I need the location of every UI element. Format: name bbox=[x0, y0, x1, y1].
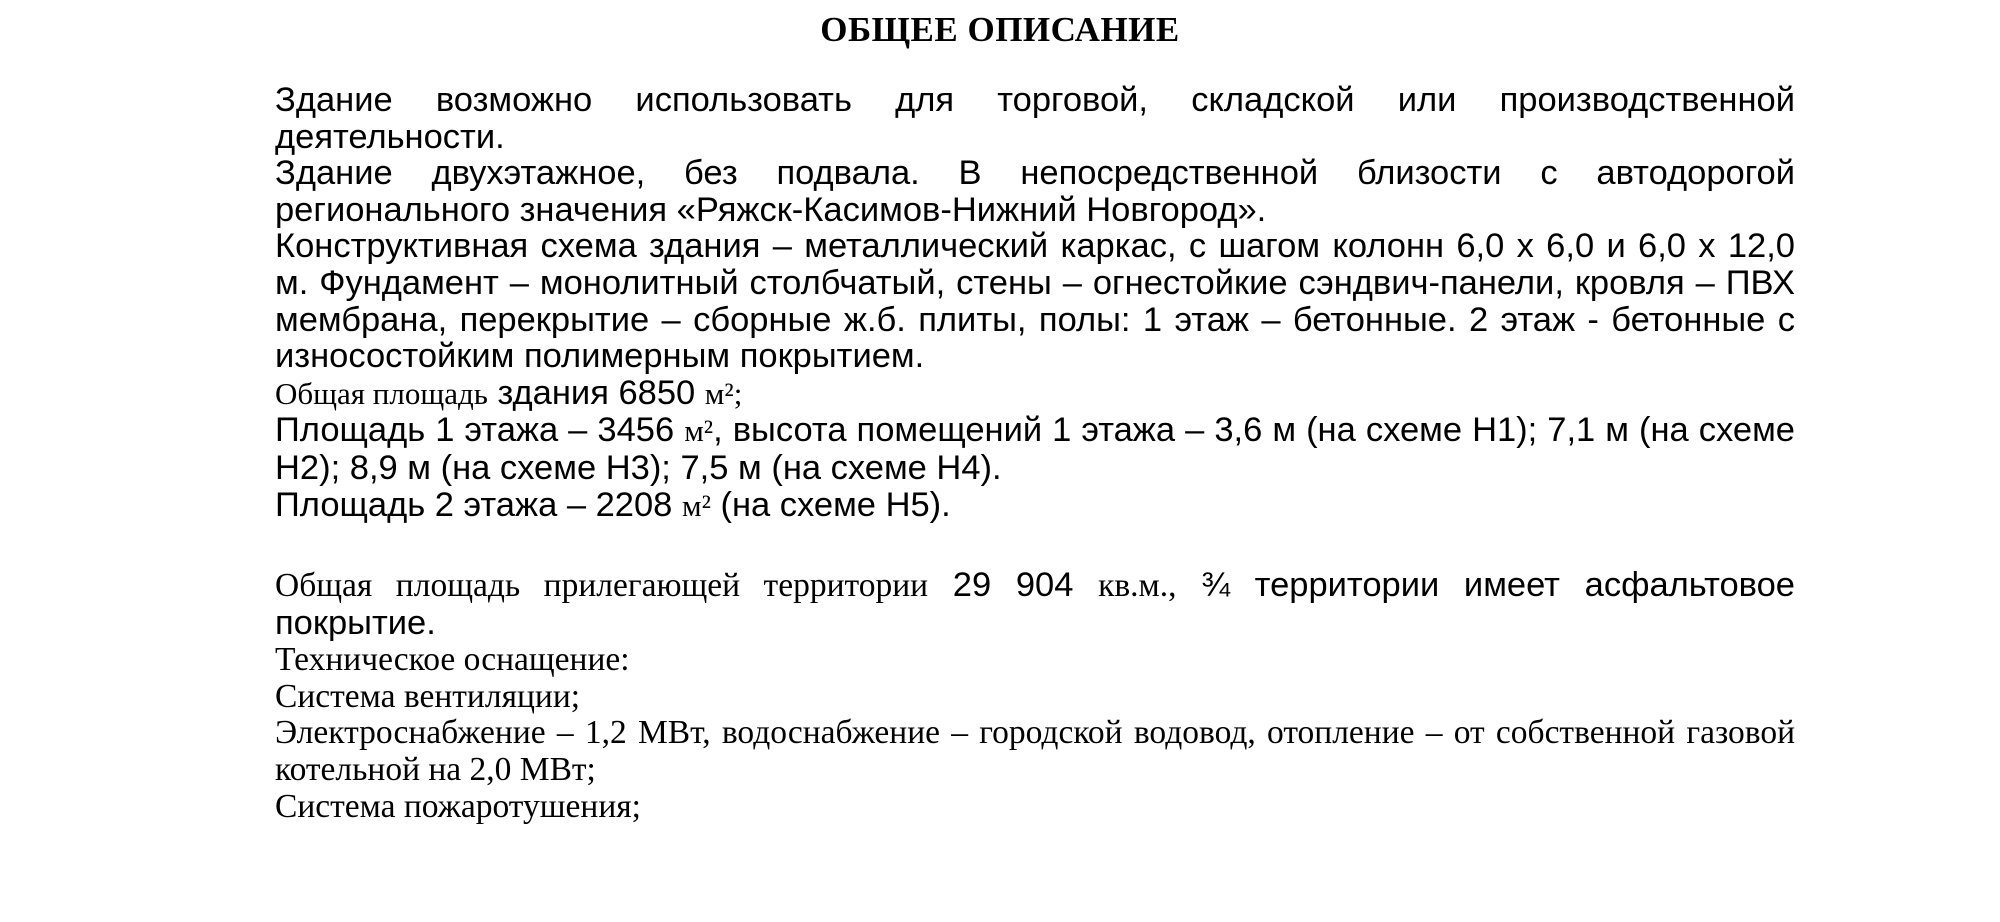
description-section bbox=[275, 82, 1795, 524]
total-area-label: Общая площадь bbox=[275, 375, 488, 411]
territory-value: 29 904 bbox=[928, 566, 1099, 604]
equipment-section bbox=[275, 567, 1795, 825]
ventilation-item: Система вентиляции; bbox=[275, 677, 581, 715]
floor2-note: (на схеме Н5). bbox=[710, 485, 951, 524]
construction-paragraph: Конструктивная схема здания – металлический каркас, с шагом колонн 6,0 х 6,0 и 6,0 х 12,0 м. Фундамент – монолитный столбчатый, стены – огнестойкие сэндвич-панели, кровля – ПВХ мембрана, перекрытие – сборные ж.б. плиты, полы: 1 этаж – бетонные. 2 этаж - бетонные с износостойким полимерным покрытием. bbox=[275, 227, 1795, 376]
territory-unit: кв.м., bbox=[1098, 567, 1177, 604]
floor2-unit: м² bbox=[681, 487, 711, 523]
floor1-unit: м² bbox=[684, 413, 714, 449]
territory-label: Общая площадь прилегающей территории bbox=[275, 567, 929, 604]
fire-item: Система пожаротушения; bbox=[275, 787, 641, 825]
floor1-area: Площадь 1 этажа – 3456 bbox=[275, 411, 685, 450]
building-paragraph: Здание двухэтажное, без подвала. В непосредственной близости с автодорогой регионального значения «Ряжск-Касимов-Нижний Новгород». bbox=[275, 154, 1795, 229]
territory-note: ¾ территории имеет асфальтовое покрытие. bbox=[275, 566, 1795, 642]
floor1-heights: , высота помещений 1 этажа – 3,6 м (на схеме Н1); 7,1 м (на схеме Н2); 8,9 м (на схеме Н3); 7,5 м (на схеме Н4). bbox=[275, 411, 1795, 487]
usage-paragraph: Здание возможно использовать для торговой, складской или производственной деятельности. bbox=[275, 81, 1795, 156]
floor2-paragraph bbox=[275, 487, 1795, 525]
power-item: Электроснабжение – 1,2 МВт, водоснабжение – городской водовод, отопление – от собственной газовой котельной на 2,0 МВт; bbox=[275, 714, 1795, 788]
floor2-area: Площадь 2 этажа – 2208 bbox=[275, 485, 682, 524]
total-area-value: здания 6850 bbox=[487, 373, 705, 412]
tech-heading: Техническое оснащение: bbox=[275, 641, 630, 679]
territory-paragraph bbox=[275, 567, 1795, 642]
total-area-line bbox=[275, 375, 1795, 413]
total-area-unit: м²; bbox=[704, 375, 743, 411]
document-title: ОБЩЕЕ ОПИСАНИЕ bbox=[820, 10, 1180, 49]
floor1-paragraph bbox=[275, 412, 1795, 486]
